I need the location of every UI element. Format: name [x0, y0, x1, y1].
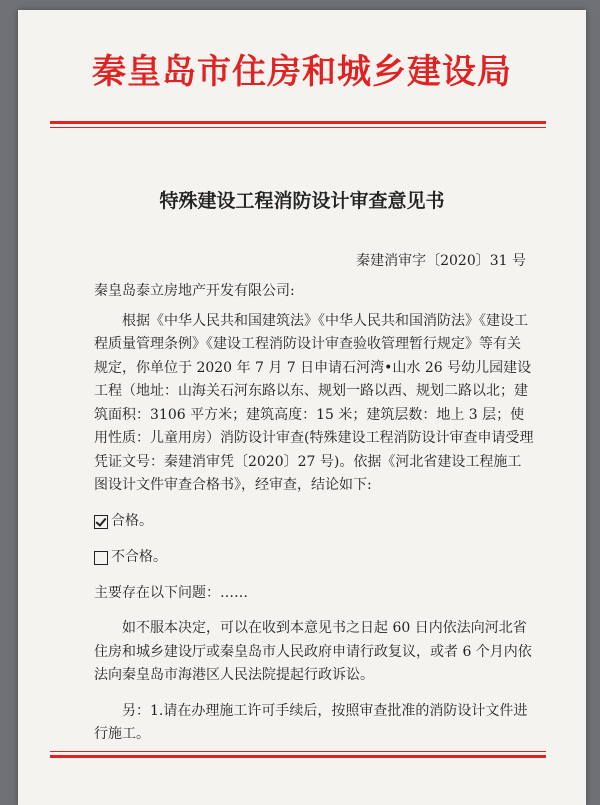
paragraph-note: 另：1.请在办理施工许可手续后，按照审查批准的消防设计文件进行施工。: [94, 702, 528, 742]
footer-rule-thin: [50, 751, 546, 752]
option-pass-label: 合格。: [111, 512, 153, 529]
issues-line: 主要存在以下问题：……: [94, 584, 248, 601]
document-title: 特殊建设工程消防设计审查意见书: [159, 190, 445, 212]
document-number: 秦建消审字〔2020〕31 号: [356, 253, 526, 269]
document-body: [94, 280, 534, 747]
header-rule-thick: [50, 121, 546, 124]
issuer-header: 秦皇岛市住房和城乡建设局: [92, 52, 512, 92]
option-fail-label: 不合格。: [111, 548, 167, 565]
footer-rule-thick: [50, 755, 546, 758]
option-pass: [94, 510, 534, 534]
paragraph-basis: 根据《中华人民共和国建筑法》《中华人民共和国消防法》《建设工程质量管理条例》《建设工程消防设计审查验收管理暂行规定》等有关规定，你单位于 2020 年 7 月 7 日申请石河湾•山水 26 号幼儿园建设工程（地址：山海关石河东路以东、规划一路以西、规划二路以北；建筑面积：3106 平方米；建筑高度：15 米；建筑层数：地上 3 层；使用性质：儿童用房）消防设计审查(特殊建设工程消防设计审查申请受理凭证文号：秦建消审凭〔2020〕27 号)。依据《河北省建设工程施工图设计文件审查合格书》，经审查，结论如下:: [94, 312, 534, 493]
unchecked-box-icon: [94, 551, 108, 565]
checked-box-icon: [94, 515, 108, 529]
header-rule-thin: [50, 127, 546, 128]
document-page: [18, 10, 586, 805]
option-fail: [94, 546, 534, 570]
paragraph-appeal: 如不服本决定，可以在收到本意见书之日起 60 日内依法向河北省住房和城乡建设厅或秦皇岛市人民政府申请行政复议，或者 6 个月内依法向秦皇岛市海港区人民法院提起行政诉讼。: [94, 620, 532, 683]
recipient-line: 秦皇岛泰立房地产开发有限公司:: [94, 283, 295, 299]
